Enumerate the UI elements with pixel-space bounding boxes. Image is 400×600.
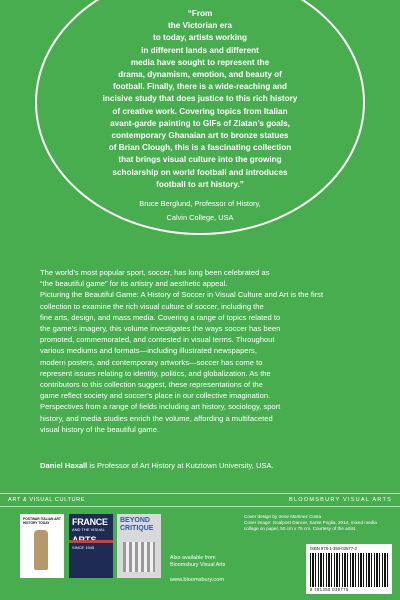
related-book-cover	[117, 514, 161, 578]
quote-line: scholarship on world football and introduces	[112, 167, 288, 177]
cover-credits	[244, 514, 392, 532]
quote-line: to today, artists working	[152, 33, 247, 43]
credit-line: Cover design by Irene Martinez Costa	[244, 514, 322, 519]
author-name: Daniel Haxall	[40, 461, 88, 470]
description-line: game reflect society and soccer’s place in our collective imagination.	[40, 391, 271, 401]
attribution-place: Calvin College, USA	[166, 213, 234, 222]
quote-line: contemporary Ghanaian art to bronze statues	[111, 131, 289, 141]
barcode-icon	[310, 553, 388, 587]
quote-line: media have sought to represent the	[130, 57, 270, 67]
attribution-name: Bruce Berglund, Professor of History,	[139, 199, 261, 208]
cover-band	[69, 540, 113, 543]
quote-line: in different lands and different	[141, 45, 259, 55]
publisher-label: BLOOMSBURY VISUAL ARTS	[289, 497, 392, 503]
footer-divider	[0, 506, 400, 507]
also-available-text	[170, 555, 225, 570]
credit-line: Cover image: Goalpost Dancer, Sante Poglia, 2014, mixed media	[244, 520, 377, 525]
series-label: ART & VISUAL CULTURE	[8, 497, 86, 503]
quote-line: football. Finally, there is a wide-reaching and	[112, 82, 288, 92]
book-description	[40, 267, 362, 435]
description-line: fine arts, design, and mass media. Covering a range of topics related to	[40, 312, 281, 322]
related-book-cover	[69, 514, 113, 578]
related-book-title: AND THE VISUAL	[72, 527, 105, 532]
quote-attribution	[55, 197, 345, 225]
quote-line: drama, dynamism, emotion, and beauty of	[118, 70, 282, 80]
description-line: the game’s imagery, this volume investigates the ways soccer has been	[40, 324, 281, 334]
related-book-title: FRANCE	[72, 517, 108, 527]
related-book-title: POSTWAR ITALIAN ART HISTORY TODAY	[23, 517, 61, 525]
endorsement-quote	[55, 8, 345, 191]
description-line: visual history of the beautiful game.	[40, 424, 160, 434]
description-line: represent issues relating to identity, politics, and globalization. As the	[40, 368, 271, 378]
credit-line: collage on paper, 50 cm x 75 cm. Courtesy of the artist.	[244, 526, 357, 531]
quote-line: of Brian Clough, this is a fascinating collection	[108, 143, 292, 153]
quote-line: incisive study that does justice to this rich history	[102, 94, 298, 104]
also-available-line: Also available from	[170, 555, 216, 561]
also-available-line: Bloomsbury Visual Arts	[170, 562, 226, 569]
quote-line: avant-garde painting to GIFs of Zlatan’s goals,	[110, 118, 290, 128]
quote-line: the Victorian era	[167, 21, 232, 31]
related-book-title: BEYOND CRITIQUE	[120, 517, 154, 532]
cover-artwork	[123, 542, 155, 572]
quote-line: football to art history.”	[156, 179, 244, 189]
cover-footer	[0, 493, 400, 600]
description-line: collection to examine the rich visual culture of soccer, including the	[40, 301, 264, 311]
description-line: Picturing the Beautiful Game: A History of Soccer in Visual Culture and Art is the first	[40, 290, 324, 300]
quote-line: of creative work. Covering topics from Italian	[112, 106, 288, 116]
barcode-block	[306, 544, 392, 594]
quote-line: “From	[187, 9, 213, 18]
publisher-website: www.bloomsbury.com	[170, 577, 224, 583]
related-book-cover	[20, 514, 64, 578]
author-bio-text: is Professor of Art History at Kutztown University, USA.	[87, 461, 274, 470]
description-line: promoted, commemorated, and contested in visual terms. Throughout	[40, 335, 275, 345]
description-line: various mediums and formats—including illustrated newspapers,	[40, 346, 257, 356]
description-line: “the beautiful game” for its artistry and aesthetic appeal.	[40, 279, 228, 289]
description-line: history, and media studies enrich the volume, affording a multifaceted	[40, 413, 273, 423]
isbn-label: ISBN 978-1-350-03577-3	[310, 546, 357, 551]
sculpture-image	[34, 530, 48, 570]
related-book-title: SINCE 1945	[72, 545, 95, 550]
description-line: modern posters, and contemporary artworks—soccer has come to	[40, 357, 263, 367]
description-line: The world’s most popular sport, soccer, has long been celebrated as	[40, 268, 270, 277]
quote-line: that brings visual culture into the growing	[118, 155, 282, 165]
description-line: contributors to this collection suggest, these representations of the	[40, 380, 263, 390]
author-bio	[40, 460, 362, 471]
description-line: Perspectives from a range of fields including art history, sociology, sport	[40, 402, 281, 412]
isbn-number: 9 781350 035775	[310, 587, 349, 592]
